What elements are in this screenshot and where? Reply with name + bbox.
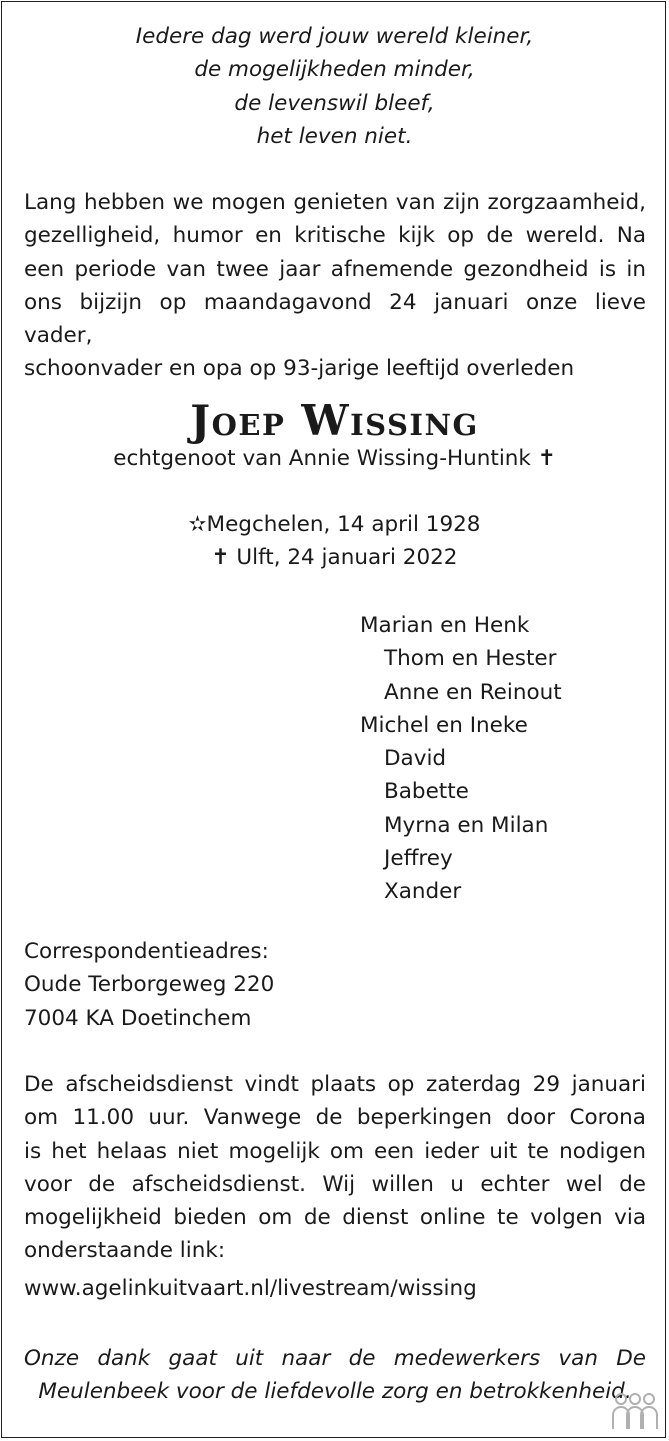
family-member: David bbox=[384, 746, 447, 772]
service-line: De afscheidsdienst vindt plaats op zaterdag 29 januari bbox=[24, 1072, 646, 1097]
address-city: 7004 KA Doetinchem bbox=[24, 1005, 252, 1031]
correspondence-address bbox=[24, 935, 274, 1035]
service-line: om 11.00 uur. Vanwege de beperkingen door Corona bbox=[24, 1105, 646, 1131]
thanks-text bbox=[24, 1342, 646, 1409]
service-text bbox=[24, 1068, 646, 1268]
family-member: Anne en Reinout bbox=[384, 679, 562, 705]
livestream-link[interactable]: www.agelinkuitvaart.nl/livestream/wissing bbox=[24, 1276, 477, 1301]
spouse-line bbox=[0, 442, 669, 475]
thanks-line: Meulenbeek voor de liefdevolle zorg en betrokkenheid. bbox=[38, 1379, 632, 1405]
family-member: Myrna en Milan bbox=[384, 812, 549, 838]
intro-text bbox=[24, 186, 646, 386]
address-label: Correspondentieadres: bbox=[24, 939, 269, 964]
death-line bbox=[0, 541, 669, 574]
people-logo-icon bbox=[607, 1391, 659, 1431]
address-street: Oude Terborgeweg 220 bbox=[24, 972, 275, 998]
family-member: Marian en Henk bbox=[360, 613, 530, 638]
family-list bbox=[360, 609, 562, 909]
service-line: voor de afscheidsdienst. Wij willen u echter wel de bbox=[24, 1171, 646, 1197]
intro-line: ons bijzijn op maandagavond 24 januari onze lieve vader, bbox=[24, 289, 646, 349]
poem-line: de mogelijkheden minder, bbox=[194, 57, 475, 83]
thanks-line: Onze dank gaat uit naar de medewerkers van De bbox=[24, 1346, 646, 1371]
poem bbox=[0, 20, 669, 153]
cross-icon: ✝ bbox=[211, 545, 230, 571]
service-line: is het helaas niet mogelijk om een ieder uit te nodigen bbox=[24, 1138, 646, 1164]
death-text: Ulft, 24 januari 2022 bbox=[236, 545, 458, 571]
intro-line: schoonvader en opa op 93-jarige leeftijd overleden bbox=[24, 356, 575, 382]
life-dates bbox=[0, 508, 669, 575]
service-line: onderstaande link: bbox=[24, 1238, 226, 1264]
poem-line: Iedere dag werd jouw wereld kleiner, bbox=[135, 24, 534, 49]
intro-line: Lang hebben we mogen genieten van zijn zorgzaamheid, bbox=[24, 190, 646, 215]
family-member: Jeffrey bbox=[384, 846, 453, 872]
star-icon: ✫ bbox=[188, 512, 207, 537]
family-member: Babette bbox=[384, 779, 469, 805]
birth-text: Megchelen, 14 april 1928 bbox=[206, 512, 481, 537]
intro-line: gezelligheid, humor en kritische kijk op de wereld. Na bbox=[24, 223, 646, 249]
birth-line bbox=[0, 508, 669, 541]
family-member: Michel en Ineke bbox=[360, 712, 528, 738]
family-member: Thom en Hester bbox=[384, 646, 557, 672]
deceased-name: Joep Wissing bbox=[190, 396, 479, 445]
cross-icon: ✝ bbox=[537, 446, 556, 471]
spouse-text: echtgenoot van Annie Wissing-Huntink bbox=[113, 446, 531, 471]
family-member: Xander bbox=[384, 879, 462, 905]
service-line: mogelijkheid bieden om de dienst online te volgen via bbox=[24, 1205, 646, 1231]
poem-line: het leven niet. bbox=[256, 123, 413, 149]
intro-line: een periode van twee jaar afnemende gezondheid is in bbox=[24, 256, 646, 282]
poem-line: de levenswil bleef, bbox=[234, 90, 435, 116]
